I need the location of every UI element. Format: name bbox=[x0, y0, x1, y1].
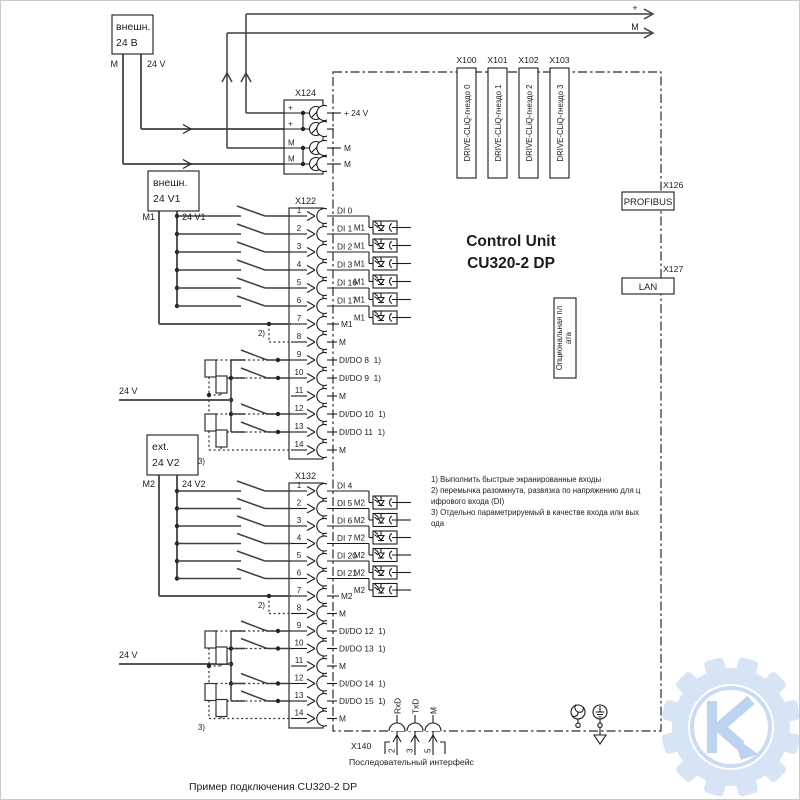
terminal-socket-notch bbox=[317, 227, 327, 242]
dido-signal-label: DI/DO 11 1) bbox=[339, 427, 385, 437]
terminal-socket-notch bbox=[317, 694, 327, 709]
switch-blade bbox=[237, 481, 265, 491]
x140-signal-label: RxD bbox=[392, 697, 403, 714]
x124-pin-m-2: M bbox=[288, 154, 295, 164]
terminal-number: 5 bbox=[296, 278, 302, 287]
external-24v1-label-line1: внешн. bbox=[153, 177, 188, 189]
terminal-socket-notch bbox=[317, 571, 327, 586]
ground-m-label: M bbox=[339, 661, 346, 671]
switch-blade bbox=[237, 206, 265, 216]
terminal-number: 9 bbox=[296, 350, 302, 359]
earth-terminal-point bbox=[598, 723, 602, 727]
jumper-note-ref-x122: 2) bbox=[258, 329, 265, 338]
di-signal-label: DI 6 bbox=[337, 515, 353, 526]
drive-cliq-port-id: X103 bbox=[549, 55, 570, 65]
opto-common-label: M2 bbox=[353, 568, 365, 578]
external-24v1-neg-label: M1 bbox=[142, 212, 155, 222]
ground-m-label: M bbox=[339, 337, 346, 347]
di-signal-label: DI 1 bbox=[337, 223, 353, 234]
ground-arrow-icon bbox=[594, 735, 606, 744]
terminal-socket-notch bbox=[317, 106, 327, 121]
di-signal-label: DI 0 bbox=[337, 205, 353, 216]
footnote-line-4: 3) Отдельно параметрируемый в качестве входа или вых bbox=[431, 508, 640, 517]
terminal-number: 14 bbox=[294, 440, 304, 449]
terminal-socket-notch bbox=[317, 518, 327, 533]
terminal-socket-notch bbox=[317, 122, 327, 137]
terminal-socket-notch bbox=[317, 141, 327, 156]
terminal-number: 11 bbox=[294, 656, 304, 665]
terminal-number: 5 bbox=[296, 551, 302, 560]
opto-common-label: M1 bbox=[353, 313, 365, 323]
x127-label: X127 bbox=[663, 264, 684, 274]
switch-blade bbox=[241, 404, 267, 414]
terminal-socket-notch bbox=[317, 623, 327, 638]
terminal-socket-notch bbox=[317, 335, 327, 350]
terminal-socket-notch bbox=[317, 676, 327, 691]
switch-blade bbox=[241, 674, 267, 684]
switch-blade bbox=[241, 691, 267, 701]
dido-feed-24v-label-1: 24 V bbox=[119, 386, 138, 396]
load-tap-dot bbox=[276, 681, 280, 685]
terminal-number: 4 bbox=[296, 260, 302, 269]
lan-label: LAN bbox=[638, 282, 658, 293]
load-resistor-icon bbox=[216, 647, 227, 664]
terminal-number: 10 bbox=[294, 638, 304, 648]
profibus-label: PROFIBUS bbox=[623, 197, 673, 208]
terminal-socket-notch bbox=[317, 501, 327, 516]
terminal-number: 9 bbox=[296, 621, 302, 630]
x124-label: X124 bbox=[295, 88, 317, 98]
terminal-socket-notch bbox=[317, 589, 327, 604]
x124-pin-m-1: M bbox=[288, 138, 295, 148]
terminal-socket-notch bbox=[317, 711, 327, 726]
ground-m-label: M bbox=[339, 713, 346, 724]
dido-signal-label: DI/DO 10 1) bbox=[339, 409, 386, 419]
terminal-socket-notch bbox=[317, 425, 327, 440]
x124-out-24v-label: + 24 V bbox=[344, 108, 369, 118]
loads-note-ref-x122: 3) bbox=[198, 457, 205, 466]
load-resistor-icon bbox=[205, 414, 216, 431]
control-unit-title-line1: Control Unit bbox=[466, 233, 556, 250]
x132-label: X132 bbox=[295, 471, 317, 481]
load-resistor-icon bbox=[205, 360, 216, 377]
terminal-number: 2 bbox=[296, 498, 302, 508]
gear-inner-circle bbox=[688, 684, 774, 770]
wiring-diagram-canvas bbox=[1, 1, 799, 799]
external-24v2-label-line2: 24 V2 bbox=[152, 457, 180, 469]
x140-socket-bump bbox=[425, 723, 441, 731]
x124-jumper-dot bbox=[301, 146, 305, 150]
load-tap-dot bbox=[276, 629, 280, 633]
opto-common-label: M2 bbox=[353, 498, 365, 508]
terminal-socket-notch bbox=[317, 317, 327, 332]
footnote-line-3: ифрового входа (DI) bbox=[431, 497, 505, 506]
external-24v-pos-label: 24 V bbox=[147, 59, 166, 69]
footnote-line-1: 1) Выполнить быстрые экранированные входы bbox=[431, 475, 602, 484]
control-unit-title-line2: CU320-2 DP bbox=[467, 255, 555, 272]
jumper-note-ref-x132: 2) bbox=[258, 601, 265, 610]
generated-wiring-layer bbox=[119, 9, 653, 755]
x140-pin-number: 2 bbox=[387, 748, 397, 753]
terminal-number: 8 bbox=[296, 603, 302, 613]
option-board-text-line2: ата bbox=[564, 332, 573, 344]
terminal-number: 12 bbox=[294, 673, 304, 683]
serial-interface-caption: Последовательный интерфейс bbox=[349, 757, 474, 767]
terminal-number: 12 bbox=[294, 404, 304, 413]
external-24v2-neg-label: M2 bbox=[142, 479, 155, 489]
switch-blade bbox=[241, 368, 267, 378]
switch-blade bbox=[237, 242, 265, 252]
switch-blade bbox=[241, 350, 267, 360]
terminal-number: 13 bbox=[294, 422, 304, 431]
drive-cliq-port-label: DRIVE-CLiQ-гнездо 3 bbox=[556, 84, 565, 162]
terminal-number: 10 bbox=[294, 368, 304, 377]
switch-blade bbox=[237, 551, 265, 561]
terminal-number: 3 bbox=[296, 516, 302, 525]
ground-m-label: M bbox=[339, 445, 346, 455]
switch-blade bbox=[237, 296, 265, 306]
x140-signal-label: TxD bbox=[410, 698, 421, 714]
gear-logo-group bbox=[661, 657, 799, 797]
option-board-text-line1: Опциональная пл bbox=[555, 305, 564, 371]
switch-blade bbox=[241, 639, 267, 649]
opto-common-label: M1 bbox=[353, 259, 365, 269]
terminal-socket-notch bbox=[317, 641, 327, 656]
drive-cliq-port-id: X100 bbox=[456, 55, 477, 65]
x140-pin-number: 5 bbox=[423, 748, 433, 753]
terminal-socket-notch bbox=[317, 157, 327, 172]
dido-feed-24v-label-2: 24 V bbox=[119, 650, 138, 660]
top-m-line-label: M bbox=[631, 22, 639, 32]
terminal-number: 3 bbox=[296, 242, 302, 251]
opto-common-label: M2 bbox=[353, 586, 365, 595]
di-signal-label: DI 17 bbox=[337, 295, 357, 306]
terminal-socket-notch bbox=[317, 353, 327, 368]
opto-common-label: M1 bbox=[353, 295, 365, 305]
dido-signal-label: DI/DO 14 1) bbox=[339, 678, 386, 689]
terminal-number: 6 bbox=[296, 296, 302, 305]
switch-blade bbox=[237, 499, 265, 509]
di-signal-label: DI 3 bbox=[337, 259, 353, 270]
opto-common-label: M1 bbox=[353, 223, 365, 233]
terminal-socket-notch bbox=[317, 389, 327, 404]
x140-socket-bump bbox=[407, 723, 423, 731]
switch-blade bbox=[237, 516, 265, 526]
switch-blade bbox=[241, 422, 267, 432]
di-signal-label: DI 16 bbox=[337, 277, 357, 288]
loads-note-ref-x132: 3) bbox=[198, 723, 205, 732]
footnote-line-5: ода bbox=[431, 519, 445, 528]
x122-label: X122 bbox=[295, 196, 317, 206]
dido-signal-label: DI/DO 8 1) bbox=[339, 355, 381, 365]
external-24v2-pos-label: 24 V2 bbox=[182, 479, 206, 489]
x124-jumper-dot bbox=[301, 111, 305, 115]
terminal-socket-notch bbox=[317, 245, 327, 260]
drive-cliq-port-label: DRIVE-CLiQ-гнездо 1 bbox=[494, 84, 503, 162]
terminal-number: 1 bbox=[296, 206, 302, 215]
terminal-socket-notch bbox=[317, 606, 327, 621]
terminal-socket-notch bbox=[317, 659, 327, 674]
load-tap-dot bbox=[276, 646, 280, 650]
opto-common-label: M2 bbox=[353, 533, 365, 543]
load-tap-dot bbox=[276, 412, 280, 416]
drive-cliq-port-id: X101 bbox=[487, 55, 508, 65]
m-common-label: M1 bbox=[341, 319, 353, 329]
gear-logo-watermark bbox=[661, 657, 799, 797]
dido-signal-label: DI/DO 13 1) bbox=[339, 643, 386, 654]
fan-terminal-point bbox=[576, 723, 580, 727]
external-24v1-pos-label: 24 V1 bbox=[182, 212, 206, 222]
terminal-number: 7 bbox=[296, 586, 302, 595]
terminal-socket-notch bbox=[317, 281, 327, 296]
x126-label: X126 bbox=[663, 180, 684, 190]
x124-out-m1-label: M bbox=[344, 143, 351, 153]
load-resistor-icon bbox=[216, 376, 227, 393]
ground-m-label: M bbox=[339, 391, 346, 401]
switch-blade bbox=[237, 260, 265, 270]
terminal-socket-notch bbox=[317, 209, 327, 224]
x140-signal-label: M bbox=[428, 707, 439, 714]
m-common-label: M2 bbox=[341, 591, 353, 601]
load-tap-dot bbox=[276, 358, 280, 362]
load-resistor-icon bbox=[205, 631, 216, 648]
terminal-number: 8 bbox=[296, 332, 302, 341]
load-tap-dot bbox=[276, 430, 280, 434]
switch-blade bbox=[237, 534, 265, 544]
di-signal-label: DI 20 bbox=[337, 550, 357, 561]
terminal-number: 11 bbox=[294, 386, 304, 395]
di-signal-label: DI 7 bbox=[337, 533, 353, 543]
di-signal-label: DI 21 bbox=[337, 568, 357, 578]
opto-common-label: M1 bbox=[353, 277, 365, 287]
dido-signal-label: DI/DO 15 1) bbox=[339, 696, 386, 706]
dido-signal-label: DI/DO 9 1) bbox=[339, 373, 381, 383]
terminal-socket-notch bbox=[317, 554, 327, 569]
x140-label: X140 bbox=[351, 741, 372, 751]
footnote-line-2: 2) перемычка разомкнута, развязка по напряжению для ц bbox=[431, 486, 641, 495]
x140-pin-number: 3 bbox=[405, 748, 415, 753]
external-24v2-label-line1: ext. bbox=[152, 441, 169, 453]
opto-common-label: M2 bbox=[353, 516, 365, 525]
switch-blade bbox=[241, 621, 267, 631]
load-resistor-icon bbox=[205, 684, 216, 701]
x124-pin-plus-2: + bbox=[288, 119, 293, 129]
di-signal-label: DI 4 bbox=[337, 480, 353, 491]
switch-blade bbox=[237, 278, 265, 288]
diagram-caption: Пример подключения CU320-2 DP bbox=[189, 781, 358, 793]
switch-blade bbox=[237, 224, 265, 234]
external-24v-label-line2: 24 В bbox=[116, 37, 138, 49]
terminal-socket-notch bbox=[317, 263, 327, 278]
terminal-number: 4 bbox=[296, 533, 302, 543]
external-24v1-label-line2: 24 V1 bbox=[153, 193, 181, 205]
load-tap-dot bbox=[276, 699, 280, 703]
terminal-socket-notch bbox=[317, 370, 327, 385]
x124-out-m2-label: M bbox=[344, 159, 351, 169]
terminal-number: 6 bbox=[296, 568, 302, 578]
switch-blade bbox=[237, 569, 265, 579]
load-resistor-icon bbox=[216, 430, 227, 447]
external-24v-label-line1: внешн. bbox=[116, 21, 151, 33]
drive-cliq-port-id: X102 bbox=[518, 55, 539, 65]
opto-common-label: M1 bbox=[353, 241, 365, 251]
terminal-socket-notch bbox=[317, 443, 327, 458]
ground-m-label: M bbox=[339, 608, 346, 619]
terminal-number: 1 bbox=[296, 481, 302, 490]
di-signal-label: DI 2 bbox=[337, 241, 353, 252]
terminal-socket-notch bbox=[317, 536, 327, 551]
terminal-number: 2 bbox=[296, 224, 302, 233]
terminal-number: 14 bbox=[294, 708, 304, 718]
external-24v-neg-label: M bbox=[110, 59, 118, 69]
drive-cliq-port-label: DRIVE-CLiQ-гнездо 0 bbox=[463, 84, 472, 162]
di-signal-label: DI 5 bbox=[337, 498, 353, 508]
x124-pin-plus-1: + bbox=[288, 103, 293, 113]
terminal-number: 7 bbox=[296, 314, 302, 323]
terminal-socket-notch bbox=[317, 483, 327, 498]
drive-cliq-port-label: DRIVE-CLiQ-гнездо 2 bbox=[525, 84, 534, 162]
terminal-socket-notch bbox=[317, 407, 327, 422]
terminal-socket-notch bbox=[317, 299, 327, 314]
terminal-number: 13 bbox=[294, 691, 304, 700]
load-tap-dot bbox=[276, 376, 280, 380]
x124-jumper-dot bbox=[301, 162, 305, 166]
dido-signal-label: DI/DO 12 1) bbox=[339, 626, 386, 636]
load-resistor-icon bbox=[216, 700, 227, 717]
x140-socket-bump bbox=[389, 723, 405, 731]
x124-jumper-dot bbox=[301, 127, 305, 131]
top-plus-line-label: + bbox=[632, 3, 638, 13]
opto-common-label: M2 bbox=[353, 551, 365, 560]
